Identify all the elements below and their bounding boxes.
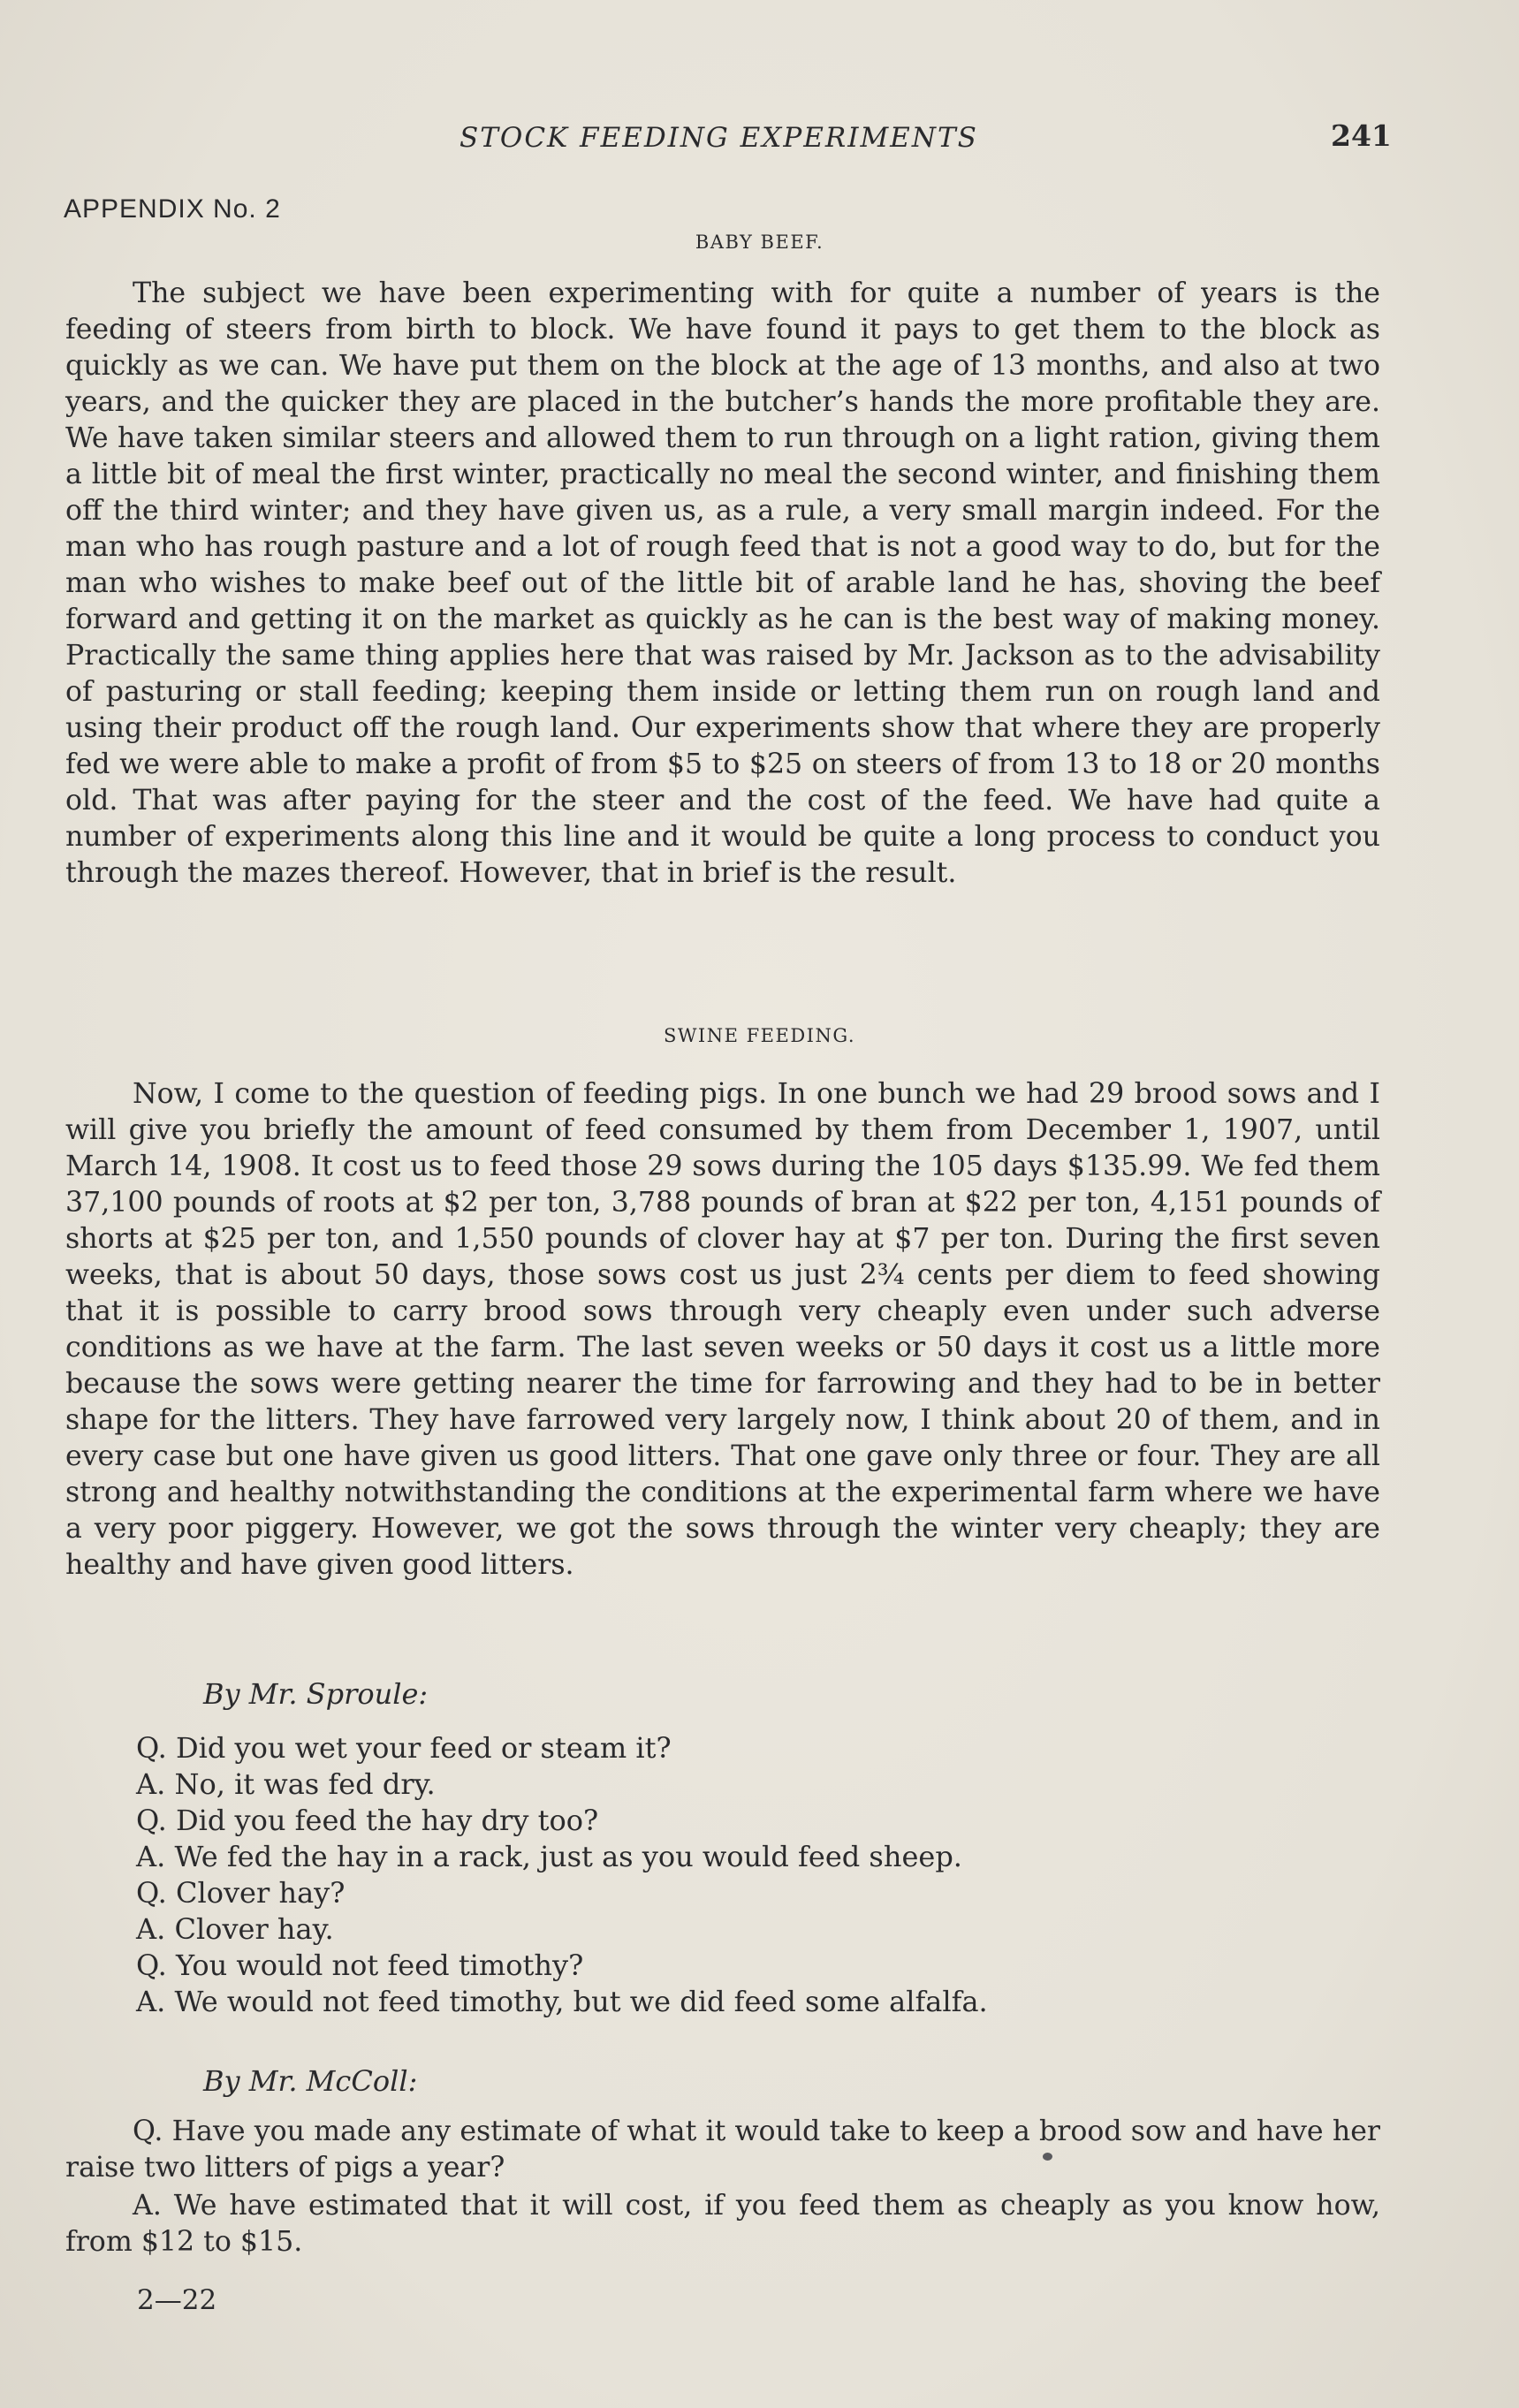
qa-list-sproule (136, 1730, 988, 2020)
qa-line: A. No, it was fed dry. (136, 1767, 436, 1801)
qa-line: A. Clover hay. (136, 1912, 334, 1946)
section-heading-baby-beef: BABY BEEF. (695, 232, 824, 253)
ink-blot (1043, 2153, 1052, 2161)
qa-line: Q. Clover hay? (136, 1876, 346, 1910)
appendix-label: APPENDIX No. 2 (64, 194, 281, 224)
paragraph-baby-beef: The subject we have been experimenting with for quite a number of years is the feeding of steers from birth to block. We have found it pays to get them to the block as quickly as we can. We have put them on the block at the age of 13 months, and also at two years, and the quicker they are placed in the butcher’s hands the more profitable they are. We have taken similar steers and allowed them to run through on a light ration, giving them a little bit of meal the first winter, practically no meal the second winter, and finishing them off the third winter; and they have given us, as a rule, a very small margin indeed. For the man who has rough pasture and a lot of rough feed that is not a good way to do, but for the man who wishes to make beef out of the little bit of arable land he has, shoving the beef forward and getting it on the market as quickly as he can is the best way of making money. Practically the same thing applies here that was raised by Mr. Jackson as to the advisability of pasturing or stall feeding; keeping them inside or letting them run on rough land and using their product off the rough land. Our experiments show that where they are properly fed we were able to make a profit of from $5 to $25 on steers of from 13 to 18 or 20 months old. That was after paying for the steer and the cost of the feed. We have had quite a number of experiments along this line and it would be quite a long process to conduct you through the mazes thereof. However, that in brief is the result. (65, 277, 1380, 889)
paragraph-swine-feeding: Now, I come to the question of feeding pigs. In one bunch we had 29 brood sows and I will give you briefly the amount of feed consumed by them from December 1, 1907, until March 14, 1908. It cost us to feed those 29 sows during the 105 days $135.99. We fed them 37,100 pounds of roots at $2 per ton, 3,788 pounds of bran at $22 per ton, 4,151 pounds of shorts at $25 per ton, and 1,550 pounds of clover hay at $7 per ton. During the first seven weeks, that is about 50 days, those sows cost us just 2¾ cents per diem to feed showing that it is possible to carry brood sows through very cheaply even under such adverse conditions as we have at the farm. The last seven weeks or 50 days it cost us a little more because the sows were getting nearer the time for farrowing and they had to be in better shape for the litters. They have farrowed very largely now, I think about 20 of them, and in every case but one have given us good litters. That one gave only three or four. They are all strong and healthy notwithstanding the conditions at the experimental farm where we have a very poor piggery. However, we got the sows through the winter very cheaply; they are healthy and have given good litters. (65, 1078, 1380, 1581)
question-mccoll: Q. Have you made any estimate of what it would take to keep a brood sow and have her raise two litters of pigs a year? (65, 2116, 1380, 2184)
qa-line: Q. Did you feed the hay dry too? (136, 1804, 599, 1837)
byline-sproule: By Mr. Sproule: (203, 1677, 429, 1711)
qa-line: A. We fed the hay in a rack, just as you would feed sheep. (136, 1840, 962, 1873)
qa-line: Q. Did you wet your feed or steam it? (136, 1731, 672, 1765)
signature-mark: 2—22 (137, 2284, 217, 2316)
answer-mccoll: A. We have estimated that it will cost, if you feed them as cheaply as you know how, from $12 to $15. (65, 2190, 1380, 2258)
running-title: STOCK FEEDING EXPERIMENTS (459, 122, 978, 154)
qa-line: Q. You would not feed timothy? (136, 1948, 584, 1982)
page-number: 241 (1331, 118, 1392, 153)
qa-line: A. We would not feed timothy, but we did feed some alfalfa. (136, 1985, 988, 2018)
section-heading-swine-feeding: SWINE FEEDING. (663, 1025, 856, 1046)
byline-mccoll: By Mr. McColl: (203, 2064, 418, 2098)
